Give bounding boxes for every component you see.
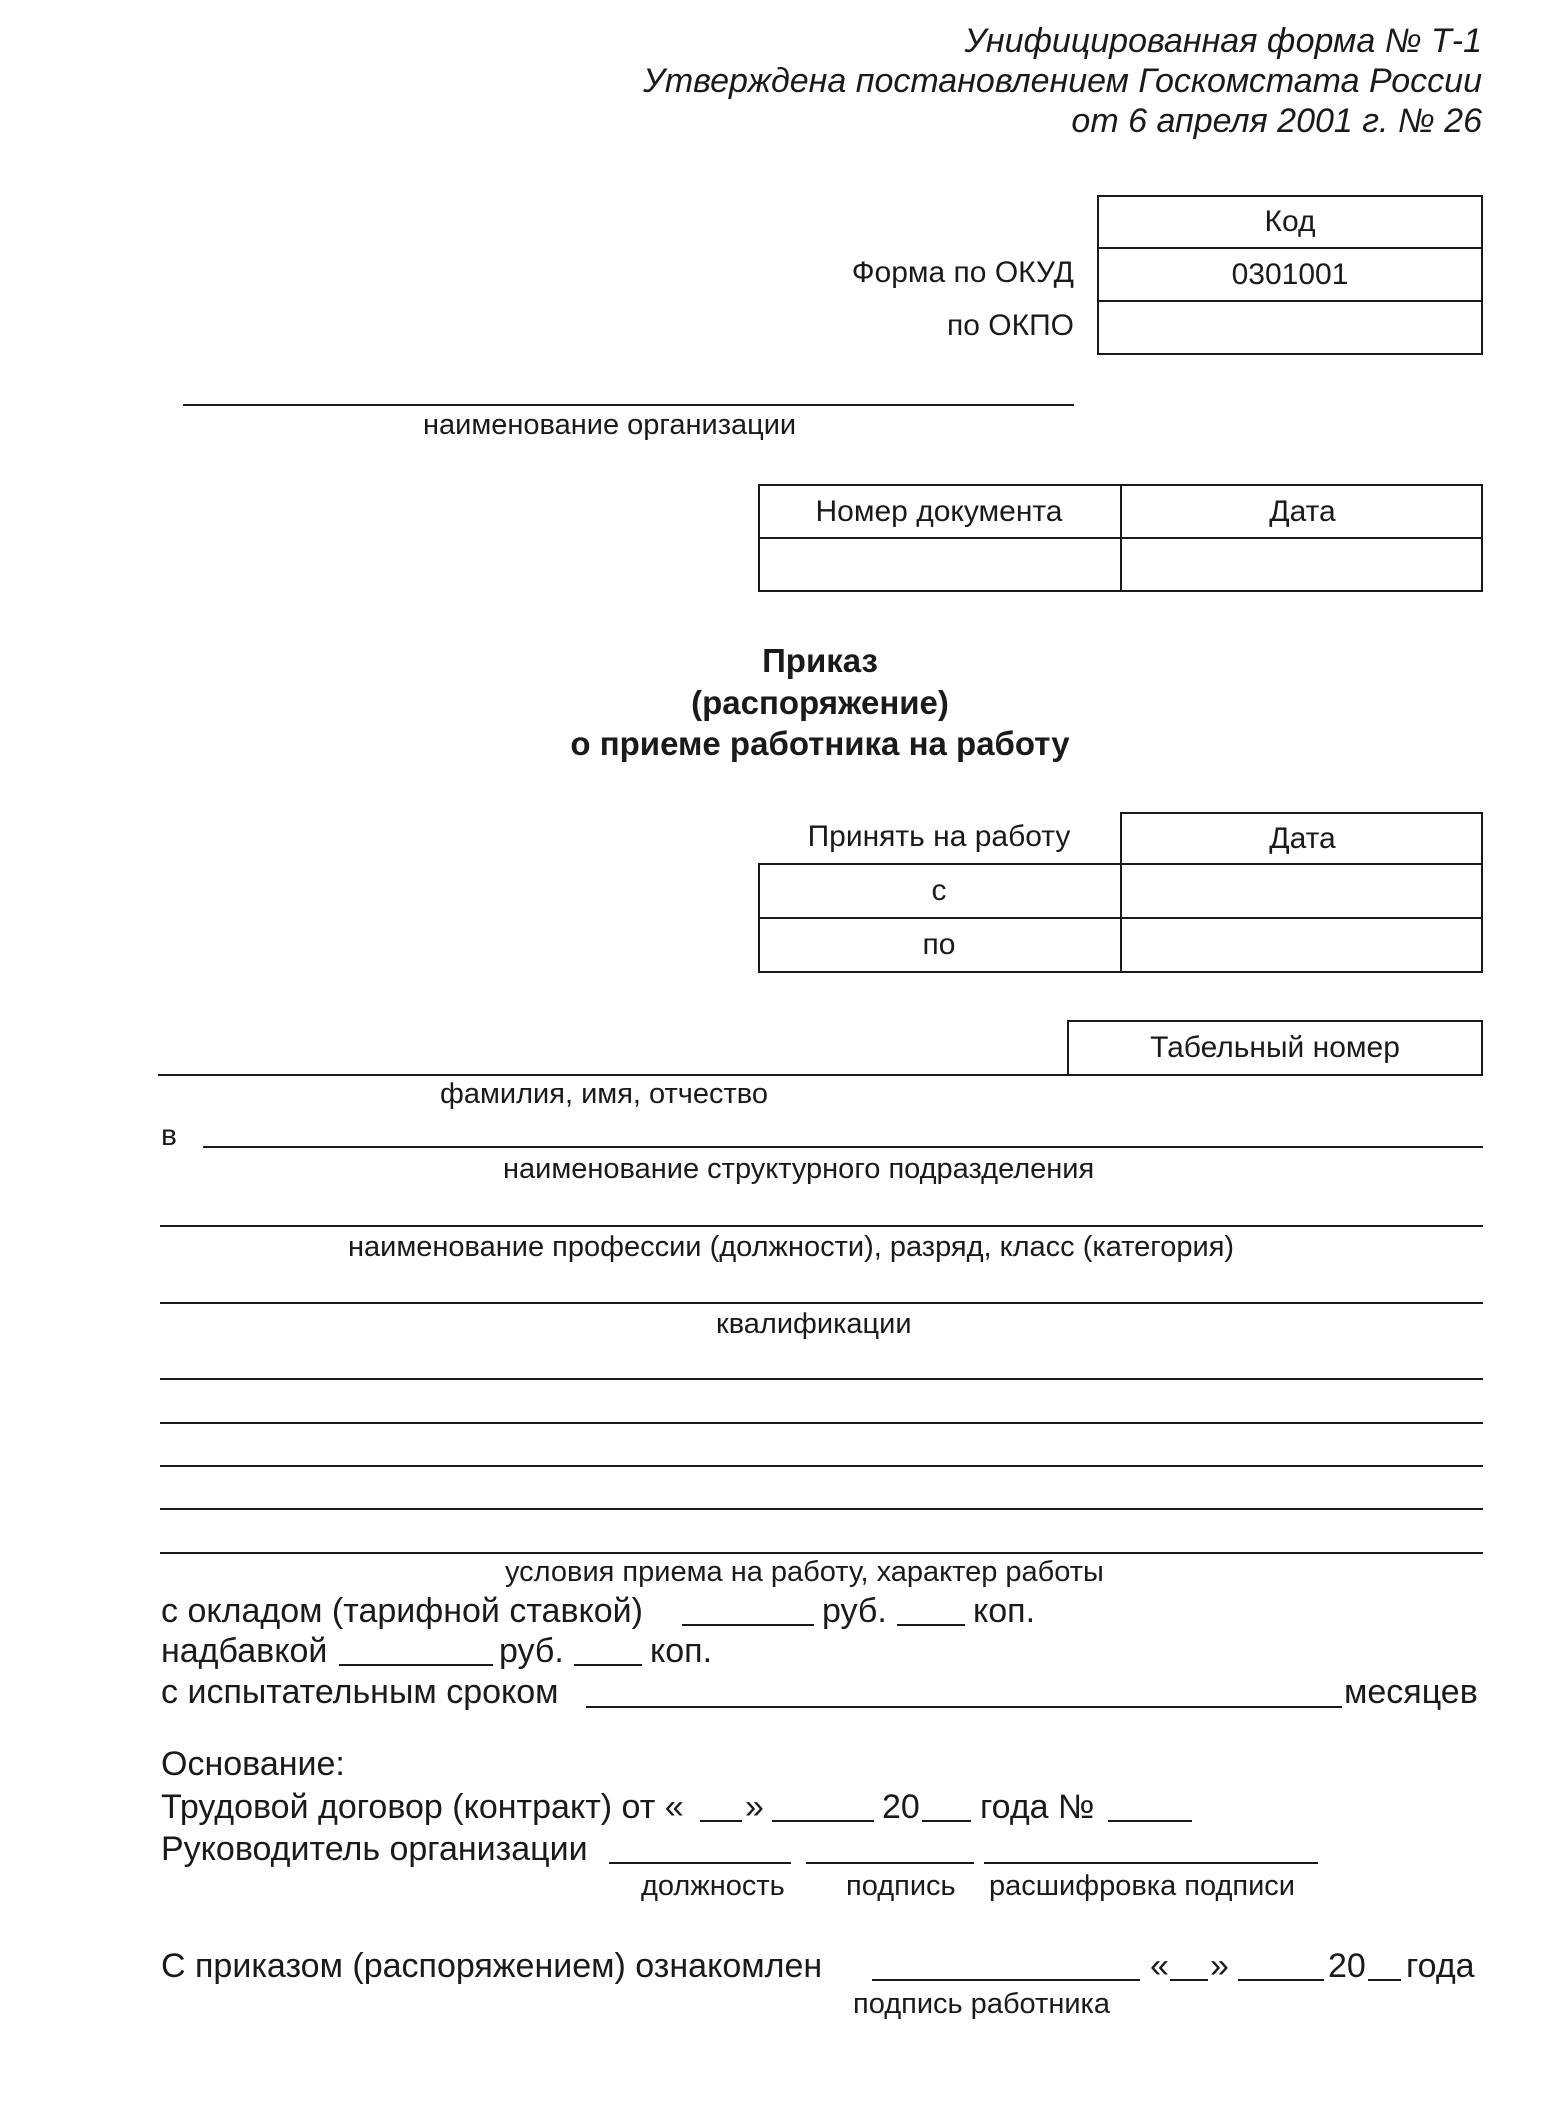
conditions-line-1[interactable] bbox=[160, 1378, 1483, 1380]
probation-field[interactable] bbox=[586, 1706, 1342, 1708]
salary-kop-field[interactable] bbox=[897, 1624, 965, 1626]
contract-quote-close: » bbox=[745, 1788, 764, 1826]
contract-year-suffix: года № bbox=[980, 1788, 1095, 1826]
order-title: Приказ bbox=[762, 642, 878, 679]
organization-line[interactable] bbox=[183, 404, 1074, 406]
contract-label: Трудовой договор (контракт) от « bbox=[161, 1788, 684, 1826]
probation-label: с испытательным сроком bbox=[161, 1673, 559, 1711]
decoding-caption: расшифровка подписи bbox=[989, 1870, 1295, 1902]
codes-header: Код bbox=[1264, 205, 1316, 238]
bonus-rub-field[interactable] bbox=[339, 1664, 493, 1666]
order-subtitle: (распоряжение) bbox=[691, 684, 949, 721]
ack-year-suffix: года bbox=[1406, 1947, 1475, 1985]
ack-month-field[interactable] bbox=[1238, 1979, 1324, 1981]
department-caption: наименование структурного подразделения bbox=[503, 1153, 1095, 1185]
employee-signature-caption: подпись работника bbox=[853, 1988, 1110, 2020]
ack-year-field[interactable] bbox=[1368, 1979, 1401, 1981]
employee-name-caption: фамилия, имя, отчество bbox=[440, 1078, 769, 1110]
probation-months: месяцев bbox=[1344, 1673, 1478, 1711]
signature-caption: подпись bbox=[846, 1870, 956, 1902]
contract-year-prefix: 20 bbox=[882, 1788, 920, 1826]
employee-signature-field[interactable] bbox=[872, 1979, 1140, 1981]
in-prefix: в bbox=[161, 1119, 177, 1152]
okud-label: Форма по ОКУД bbox=[851, 256, 1074, 289]
ack-quote-close: » bbox=[1210, 1947, 1229, 1985]
order-subject: о приеме работника на работу bbox=[570, 725, 1070, 762]
bonus-rub-unit: руб. bbox=[499, 1632, 564, 1670]
salary-label: с окладом (тарифной ставкой) bbox=[161, 1592, 643, 1630]
conditions-line-5[interactable] bbox=[160, 1552, 1483, 1554]
head-position-field[interactable] bbox=[609, 1862, 791, 1864]
okpo-label: по ОКПО bbox=[947, 309, 1074, 342]
conditions-line-3[interactable] bbox=[160, 1465, 1483, 1467]
hire-label: Принять на работу bbox=[807, 820, 1071, 853]
conditions-line-2[interactable] bbox=[160, 1422, 1483, 1424]
tab-number-label: Табельный номер bbox=[1150, 1031, 1400, 1064]
okud-code[interactable]: 0301001 bbox=[1231, 257, 1349, 291]
acknowledge-label: С приказом (распоряжением) ознакомлен bbox=[161, 1947, 823, 1985]
document-date-header: Дата bbox=[1269, 494, 1336, 528]
qualification-caption: квалификации bbox=[716, 1308, 912, 1340]
conditions-caption: условия приема на работу, характер работы bbox=[505, 1556, 1104, 1588]
qualification-line[interactable] bbox=[160, 1302, 1483, 1304]
bonus-kop-field[interactable] bbox=[574, 1664, 642, 1666]
conditions-line-4[interactable] bbox=[160, 1508, 1483, 1510]
profession-line[interactable] bbox=[160, 1225, 1483, 1227]
document-date-value[interactable] bbox=[1122, 539, 1483, 590]
hire-from-label: с bbox=[931, 874, 947, 907]
bonus-kop-unit: коп. bbox=[650, 1632, 713, 1670]
form-number: Унифицированная форма № Т-1 bbox=[964, 22, 1482, 60]
salary-kop-unit: коп. bbox=[973, 1592, 1036, 1630]
contract-year-field[interactable] bbox=[922, 1820, 971, 1822]
head-signature-field[interactable] bbox=[806, 1862, 974, 1864]
hire-date-header: Дата bbox=[1269, 822, 1336, 855]
profession-caption: наименование профессии (должности), разряд, класс (категория) bbox=[348, 1231, 1235, 1263]
ack-year-prefix: 20 bbox=[1328, 1947, 1366, 1985]
employee-name-line[interactable] bbox=[158, 1074, 1070, 1076]
contract-number-field[interactable] bbox=[1108, 1820, 1192, 1822]
organization-caption: наименование организации bbox=[423, 409, 797, 441]
head-decoding-field[interactable] bbox=[984, 1862, 1318, 1864]
approval-date: от 6 апреля 2001 г. № 26 bbox=[1071, 102, 1482, 140]
head-label: Руководитель организации bbox=[161, 1830, 588, 1868]
basis-label: Основание: bbox=[161, 1745, 345, 1783]
approval-line: Утверждена постановлением Госкомстата России bbox=[643, 62, 1482, 100]
okpo-code[interactable] bbox=[1097, 302, 1483, 353]
contract-day-field[interactable] bbox=[700, 1820, 742, 1822]
position-caption: должность bbox=[641, 1870, 785, 1902]
salary-rub-field[interactable] bbox=[682, 1624, 814, 1626]
document-number-value[interactable] bbox=[758, 539, 1120, 590]
contract-month-field[interactable] bbox=[772, 1820, 874, 1822]
ack-day-field[interactable] bbox=[1170, 1979, 1208, 1981]
hire-from-date[interactable] bbox=[1122, 865, 1483, 917]
ack-quote-open: « bbox=[1150, 1947, 1169, 1985]
department-line[interactable] bbox=[203, 1146, 1483, 1148]
document-number-header: Номер документа bbox=[815, 494, 1063, 528]
bonus-label: надбавкой bbox=[161, 1632, 328, 1670]
salary-rub-unit: руб. bbox=[822, 1592, 887, 1630]
hire-to-date[interactable] bbox=[1122, 919, 1483, 971]
hire-to-label: по bbox=[922, 928, 956, 961]
